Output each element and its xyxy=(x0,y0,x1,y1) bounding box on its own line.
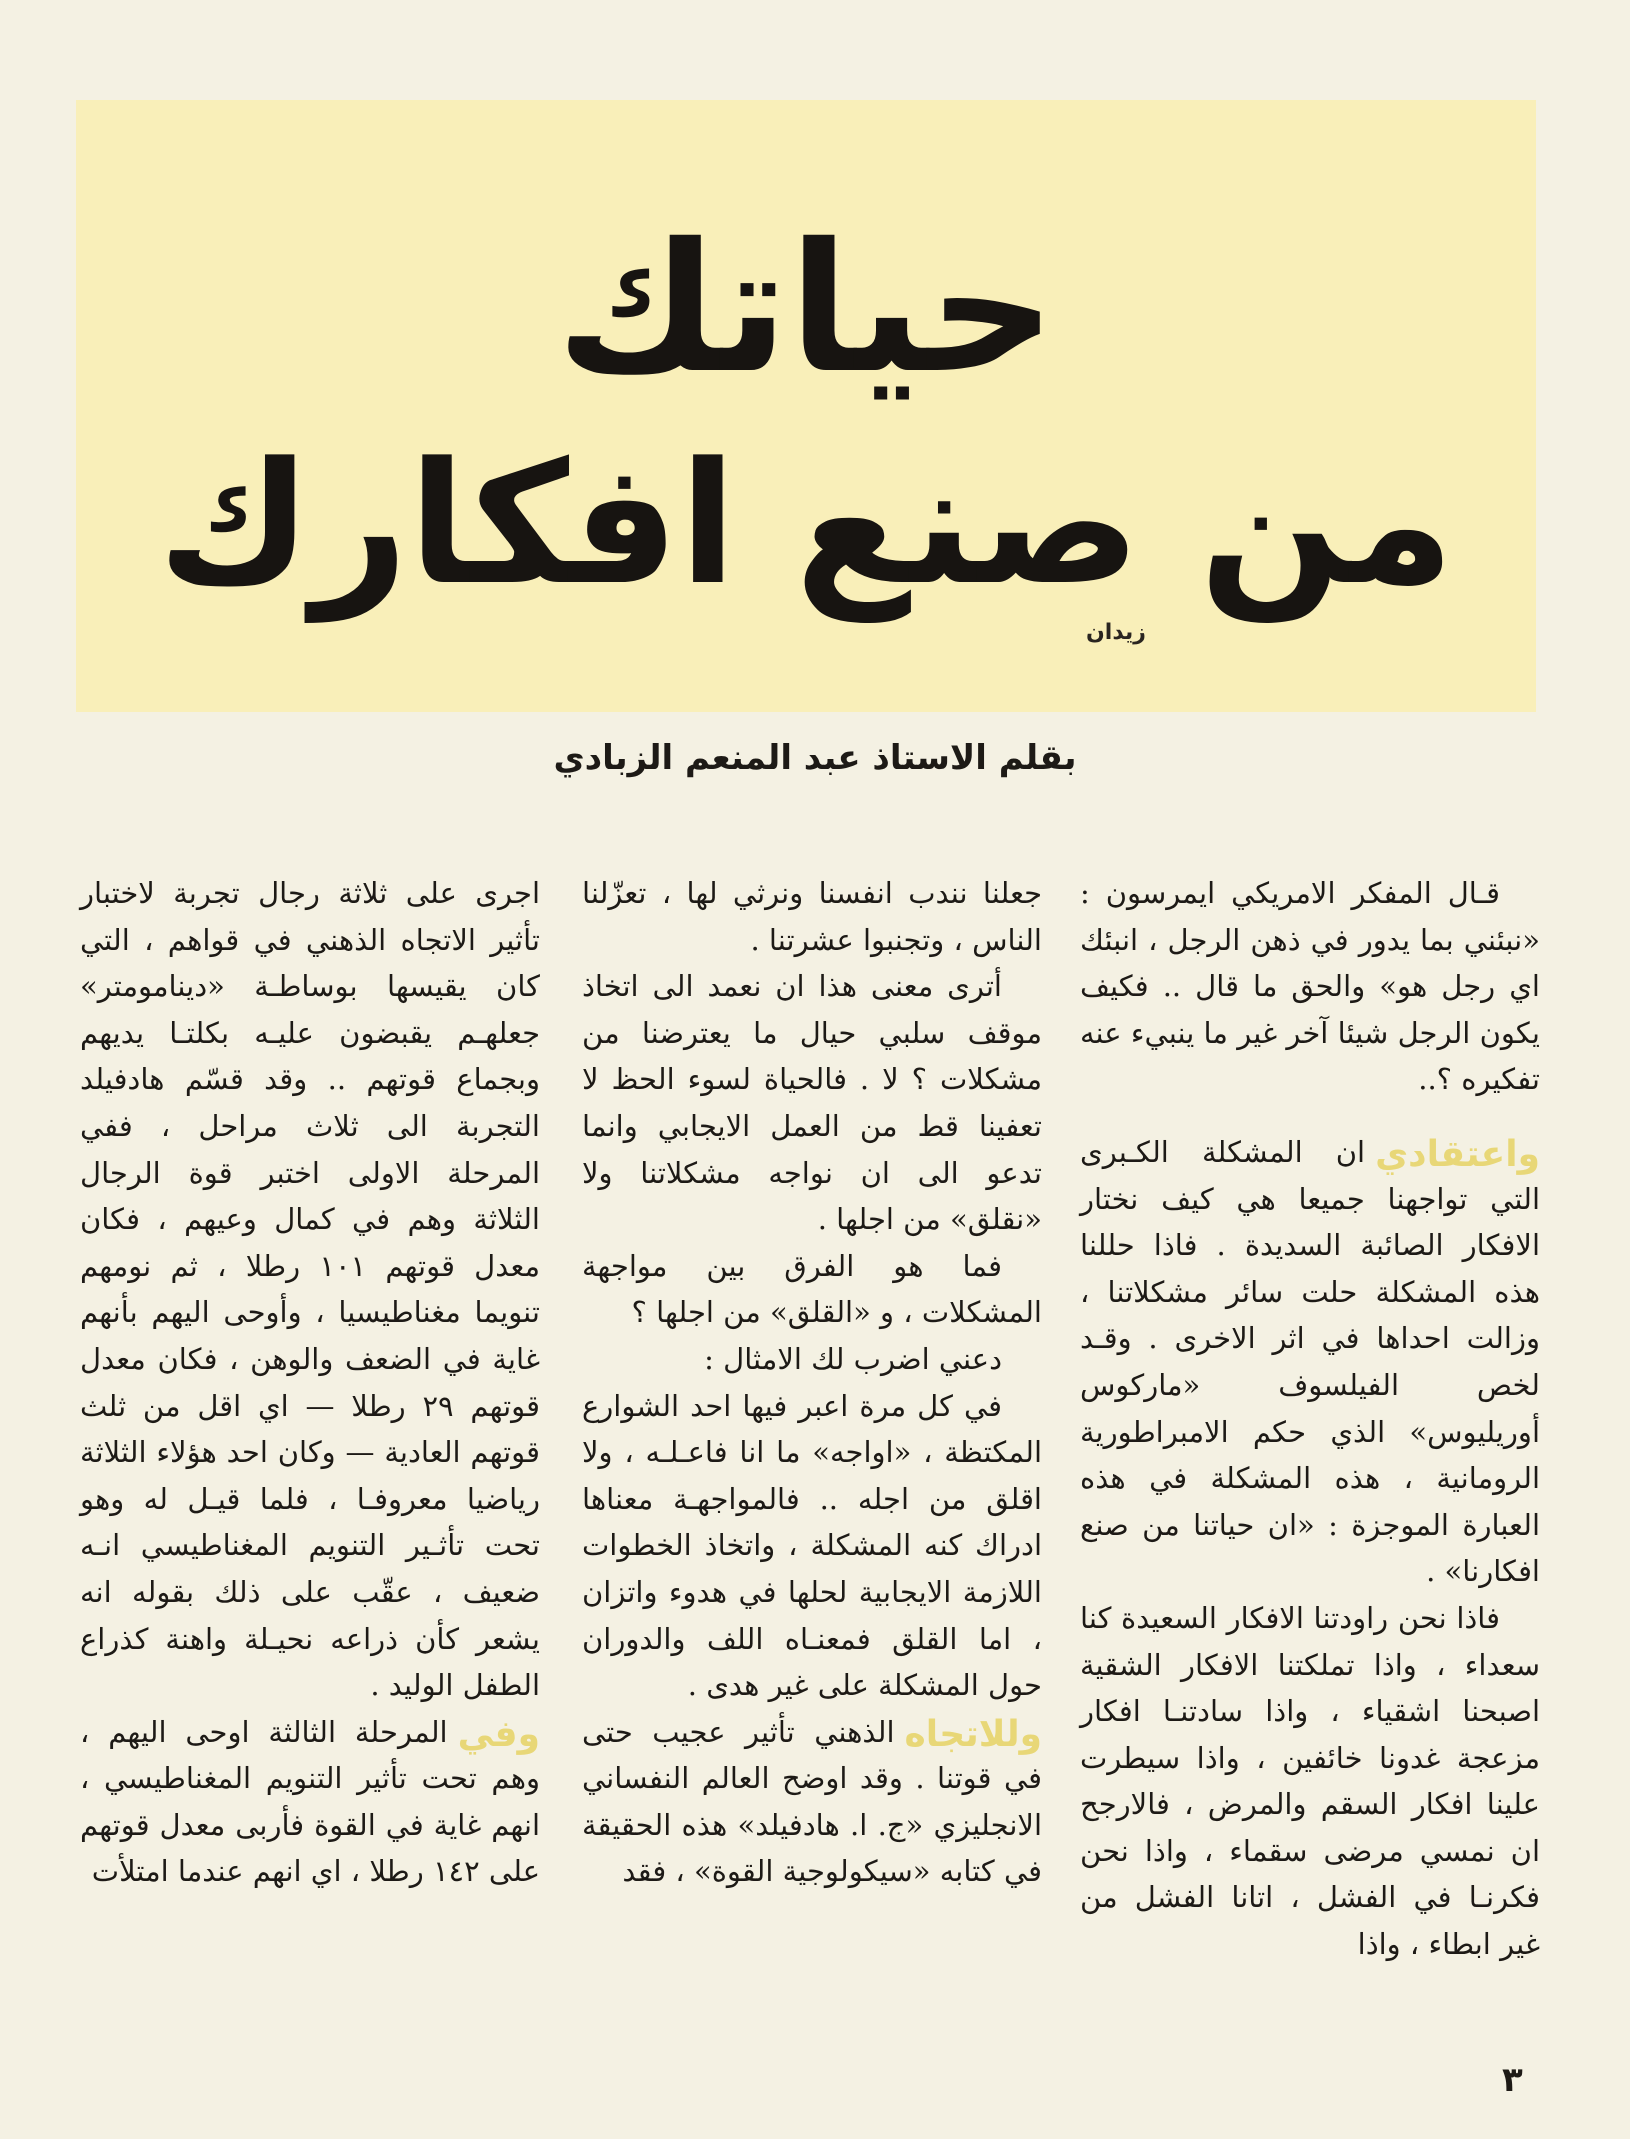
page-number: ٣ xyxy=(1502,2060,1523,2100)
paragraph-text: ان المشكلة الكـبرى التي تواجهنا جميعا هي كيف نختار الافكار الصائبة السديدة . فاذا حللنا هذه المشكلة حلت سائر مشكلاتنا ، وزالت احداها في اثر الاخرى . وقـد لخص الفيلسوف «ماركوس أوريليوس» الذي حكم الامبراطورية الرومانية ، هذه المشكلة في هذه العبارة الموجزة : «ان حياتنا من صنع افكارنا» . xyxy=(1080,1134,1540,1589)
paragraph: دعني اضرب لك الامثال : xyxy=(704,1341,1002,1376)
paragraph: في كل مرة اعبر فيها احد الشوارع المكتظة ، «اواجه» ما انا فاعـلـه ، ولا اقلق من اجله .. فالمواجهـة معناها ادراك كنه المشكلة ، واتخاذ الخطوات اللازمة الايجابية لحلها في هدوء واتزان ، اما القلق فمعنـاه اللف والدوران حول المشكلة على غير هدى . xyxy=(582,1388,1042,1703)
title-line-2: من صنع افكارك xyxy=(157,426,1455,622)
title-line-1: حياتك xyxy=(555,205,1057,412)
article-column-middle xyxy=(582,870,1042,1895)
paragraph: قـال المفكر الامريكي ايمرسون : «نبئني بما يدور في ذهن الرجل ، انبئك اي رجل هو» والحق ما قال .. فكيف يكون الرجل شيئا آخر غير ما ينبيء عنه تفكيره ؟.. xyxy=(1080,876,1540,1097)
paragraph: أترى معنى هذا ان نعمد الى اتخاذ موقف سلبي حيال ما يعترضنا من مشكلات ؟ لا . فالحياة لسوء الحظ لا تعفينا قط من العمل الايجابي وانما تدعو الى ان نواجه مشكلاتنا ولا «نقلق» من اجلها . xyxy=(582,969,1042,1237)
paragraph-with-heading xyxy=(582,1709,1042,1895)
paragraph-text: المرحلة الثالثة اوحى اليهم ، وهم تحت تأثير التنويم المغناطيسي ، انهم غاية في القوة فأربى معدل قوتهم على ١٤٢ رطلا ، اي انهم عندما امتلأت xyxy=(80,1714,540,1889)
paragraph: جعلنا نندب انفسنا ونرثي لها ، تعزّلنا الناس ، وتجنبوا عشرتنا . xyxy=(582,876,1042,957)
paragraph-with-heading xyxy=(1080,1129,1540,1595)
paragraph: فما هو الفرق بين مواجهة المشكلات ، و «القلق» من اجلها ؟ xyxy=(582,1248,1042,1330)
article-column-right xyxy=(1080,870,1540,1968)
title-banner xyxy=(76,100,1536,712)
calligrapher-signature: زيدان xyxy=(1086,620,1146,645)
paragraph-with-heading xyxy=(80,1709,540,1895)
paragraph-text: الذهني تأثير عجيب حتى في قوتنا . وقد اوضح العالم النفساني الانجليزي «ج. ا. هادفيلد» هذه الحقيقة في كتابه «سيكولوجية القوة» ، فقد xyxy=(582,1714,1042,1889)
article-column-left xyxy=(80,870,540,1895)
author-byline: بقلم الاستاذ عبد المنعم الزبادي xyxy=(553,738,1077,778)
side-heading: وللاتجاه xyxy=(904,1713,1042,1755)
paragraph: فاذا نحن راودتنا الافكار السعيدة كنا سعداء ، واذا تملكتنا الافكار الشقية اصبحنا اشقياء ، واذا سادتنـا افكار مزعجة غدونا خائفين ، واذا سيطرت علينا افكار السقم والمرض ، فالارجح ان نمسي مرضى سقماء ، واذا نحن فكرنـا في الفشل ، اتانا الفشل من غير ابطاء ، واذا xyxy=(1080,1600,1540,1962)
paragraph: اجرى على ثلاثة رجال تجربة لاختبار تأثير الاتجاه الذهني في قواهم ، التي كان يقيسها بوساطـة «دينامومتر» جعلهـم يقبضون عليـه بكلتـا يديهم وبجماع قوتهم .. وقد قسّم هادفيلد التجربة الى ثلاث مراحل ، ففي المرحلة الاولى اختبر قوة الرجال الثلاثة وهم في كمال وعيهم ، فكان معدل قوتهم ١٠١ رطلا ، ثم نومهم تنويما مغناطيسيا ، وأوحى اليهم بأنهم غاية في الضعف والوهن ، فكان معدل قوتهم ٢٩ رطلا — اي اقل من ثلث قوتهم العادية — وكان احد هؤلاء الثلاثة رياضيا معروفـا ، فلما قيـل له وهو تحت تأثـير التنويم المغناطيسي انـه ضعيف ، عقّب على ذلك بقوله انه يشعر كأن ذراعه نحيـلة واهنة كذراع الطفل الوليد . xyxy=(80,876,541,1703)
side-heading: واعتقادي xyxy=(1375,1133,1540,1175)
side-heading: وفي xyxy=(457,1713,540,1755)
